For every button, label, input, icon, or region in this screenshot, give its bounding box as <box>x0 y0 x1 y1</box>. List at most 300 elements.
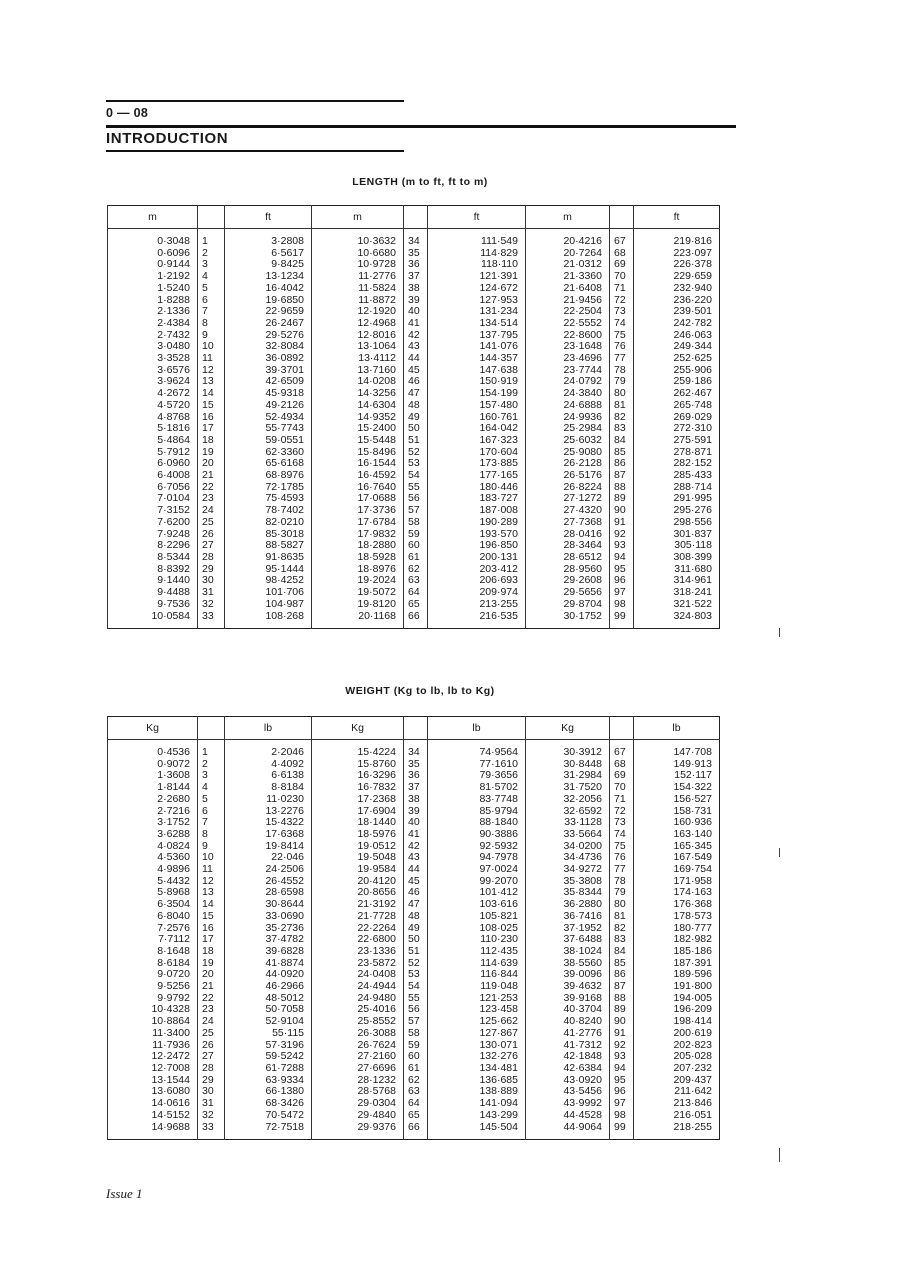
weight-value-cell: 182·982 <box>634 934 720 946</box>
length-number-cell: 72 <box>610 295 634 307</box>
length-value-cell: 22·9659 <box>225 306 312 318</box>
weight-number-cell: 28 <box>198 1063 225 1075</box>
length-value-cell: 13·1064 <box>312 341 404 353</box>
weight-row <box>108 794 720 806</box>
length-value-cell: 305·118 <box>634 540 720 552</box>
length-value-cell: 157·480 <box>428 400 526 412</box>
weight-value-cell: 88·1840 <box>428 817 526 829</box>
length-value-cell: 318·241 <box>634 587 720 599</box>
weight-value-cell: 176·368 <box>634 899 720 911</box>
length-number-cell: 24 <box>198 505 225 517</box>
weight-value-cell: 92·5932 <box>428 841 526 853</box>
weight-row <box>108 911 720 923</box>
length-number-cell: 60 <box>404 540 428 552</box>
length-number-cell: 44 <box>404 353 428 365</box>
weight-value-cell: 4·4092 <box>225 759 312 771</box>
length-value-cell: 91·8635 <box>225 552 312 564</box>
length-number-cell: 56 <box>404 493 428 505</box>
weight-value-cell: 42·1848 <box>526 1051 610 1063</box>
weight-value-cell: 15·8760 <box>312 759 404 771</box>
length-value-cell: 4·5720 <box>108 400 198 412</box>
weight-number-cell: 22 <box>198 993 225 1005</box>
length-value-cell: 321·522 <box>634 599 720 611</box>
length-value-cell: 1·5240 <box>108 283 198 295</box>
length-value-cell: 19·2024 <box>312 575 404 587</box>
length-value-cell: 16·1544 <box>312 458 404 470</box>
length-row <box>108 435 720 447</box>
length-number-cell: 46 <box>404 376 428 388</box>
length-header-cell: m <box>526 206 610 229</box>
weight-number-cell: 52 <box>404 958 428 970</box>
length-value-cell: 203·412 <box>428 564 526 576</box>
weight-value-cell: 114·639 <box>428 958 526 970</box>
length-number-cell: 42 <box>404 330 428 342</box>
length-value-cell: 3·2808 <box>225 229 312 248</box>
length-number-cell: 16 <box>198 412 225 424</box>
weight-value-cell: 9·9792 <box>108 993 198 1005</box>
length-number-cell: 94 <box>610 552 634 564</box>
length-value-cell: 278·871 <box>634 447 720 459</box>
weight-value-cell: 55·115 <box>225 1028 312 1040</box>
length-value-cell: 311·680 <box>634 564 720 576</box>
weight-number-cell: 44 <box>404 864 428 876</box>
weight-value-cell: 3·6288 <box>108 829 198 841</box>
length-value-cell: 10·6680 <box>312 248 404 260</box>
weight-number-cell: 87 <box>610 981 634 993</box>
length-header-cell: ft <box>225 206 312 229</box>
weight-number-cell: 61 <box>404 1063 428 1075</box>
length-value-cell: 24·9936 <box>526 412 610 424</box>
weight-value-cell: 108·025 <box>428 923 526 935</box>
length-header-row <box>108 206 720 229</box>
weight-value-cell: 154·322 <box>634 782 720 794</box>
weight-value-cell: 35·3808 <box>526 876 610 888</box>
weight-value-cell: 43·9992 <box>526 1098 610 1110</box>
length-value-cell: 30·1752 <box>526 611 610 629</box>
length-value-cell: 12·1920 <box>312 306 404 318</box>
length-value-cell: 88·5827 <box>225 540 312 552</box>
length-value-cell: 0·9144 <box>108 259 198 271</box>
length-value-cell: 14·3256 <box>312 388 404 400</box>
weight-value-cell: 30·3912 <box>526 740 610 759</box>
length-value-cell: 259·186 <box>634 376 720 388</box>
length-number-cell: 19 <box>198 447 225 459</box>
length-number-cell: 30 <box>198 575 225 587</box>
length-value-cell: 22·2504 <box>526 306 610 318</box>
weight-value-cell: 40·8240 <box>526 1016 610 1028</box>
weight-value-cell: 35·2736 <box>225 923 312 935</box>
length-value-cell: 72·1785 <box>225 482 312 494</box>
weight-value-cell: 41·8874 <box>225 958 312 970</box>
weight-value-cell: 25·8552 <box>312 1016 404 1028</box>
weight-value-cell: 13·2276 <box>225 806 312 818</box>
weight-value-cell: 33·1128 <box>526 817 610 829</box>
weight-value-cell: 28·6598 <box>225 887 312 899</box>
length-row <box>108 517 720 529</box>
length-value-cell: 121·391 <box>428 271 526 283</box>
weight-value-cell: 189·596 <box>634 969 720 981</box>
length-value-cell: 6·4008 <box>108 470 198 482</box>
length-value-cell: 3·6576 <box>108 365 198 377</box>
length-value-cell: 137·795 <box>428 330 526 342</box>
length-number-cell: 93 <box>610 540 634 552</box>
length-value-cell: 282·152 <box>634 458 720 470</box>
weight-row <box>108 981 720 993</box>
weight-number-cell: 88 <box>610 993 634 1005</box>
length-value-cell: 14·9352 <box>312 412 404 424</box>
weight-value-cell: 29·4840 <box>312 1110 404 1122</box>
weight-value-cell: 19·9584 <box>312 864 404 876</box>
weight-number-cell: 86 <box>610 969 634 981</box>
weight-value-cell: 149·913 <box>634 759 720 771</box>
length-value-cell: 0·6096 <box>108 248 198 260</box>
length-number-cell: 98 <box>610 599 634 611</box>
length-value-cell: 59·0551 <box>225 435 312 447</box>
length-value-cell: 7·3152 <box>108 505 198 517</box>
weight-header-cell <box>610 717 634 740</box>
length-value-cell: 134·514 <box>428 318 526 330</box>
weight-value-cell: 12·7008 <box>108 1063 198 1075</box>
length-value-cell: 21·3360 <box>526 271 610 283</box>
length-number-cell: 62 <box>404 564 428 576</box>
weight-number-cell: 54 <box>404 981 428 993</box>
length-number-cell: 63 <box>404 575 428 587</box>
weight-value-cell: 19·8414 <box>225 841 312 853</box>
length-number-cell: 43 <box>404 341 428 353</box>
weight-number-cell: 89 <box>610 1004 634 1016</box>
weight-value-cell: 28·5768 <box>312 1086 404 1098</box>
length-number-cell: 88 <box>610 482 634 494</box>
length-header-cell: ft <box>634 206 720 229</box>
weight-header-cell <box>198 717 225 740</box>
length-value-cell: 75·4593 <box>225 493 312 505</box>
length-value-cell: 301·837 <box>634 529 720 541</box>
weight-value-cell: 163·140 <box>634 829 720 841</box>
weight-number-cell: 42 <box>404 841 428 853</box>
weight-number-cell: 26 <box>198 1040 225 1052</box>
weight-value-cell: 38·5560 <box>526 958 610 970</box>
issue-label: Issue 1 <box>106 1186 143 1201</box>
weight-value-cell: 34·0200 <box>526 841 610 853</box>
weight-value-cell: 11·3400 <box>108 1028 198 1040</box>
length-value-cell: 5·7912 <box>108 447 198 459</box>
weight-value-cell: 198·414 <box>634 1016 720 1028</box>
length-value-cell: 28·0416 <box>526 529 610 541</box>
weight-number-cell: 53 <box>404 969 428 981</box>
length-header-cell: m <box>312 206 404 229</box>
length-value-cell: 10·9728 <box>312 259 404 271</box>
weight-value-cell: 15·4224 <box>312 740 404 759</box>
length-value-cell: 11·5824 <box>312 283 404 295</box>
weight-value-cell: 74·9564 <box>428 740 526 759</box>
length-header-cell <box>610 206 634 229</box>
length-number-cell: 1 <box>198 229 225 248</box>
weight-value-cell: 28·1232 <box>312 1075 404 1087</box>
length-value-cell: 275·591 <box>634 435 720 447</box>
length-value-cell: 85·3018 <box>225 529 312 541</box>
length-value-cell: 82·0210 <box>225 517 312 529</box>
length-value-cell: 17·9832 <box>312 529 404 541</box>
weight-value-cell: 152·117 <box>634 770 720 782</box>
weight-value-cell: 10·4328 <box>108 1004 198 1016</box>
weight-number-cell: 71 <box>610 794 634 806</box>
weight-value-cell: 97·0024 <box>428 864 526 876</box>
weight-value-cell: 6·8040 <box>108 911 198 923</box>
length-number-cell: 37 <box>404 271 428 283</box>
weight-value-cell: 16·7832 <box>312 782 404 794</box>
length-number-cell: 69 <box>610 259 634 271</box>
weight-number-cell: 29 <box>198 1075 225 1087</box>
weight-value-cell: 2·7216 <box>108 806 198 818</box>
weight-value-cell: 30·8644 <box>225 899 312 911</box>
length-value-cell: 2·7432 <box>108 330 198 342</box>
length-number-cell: 23 <box>198 493 225 505</box>
length-header-cell <box>198 206 225 229</box>
weight-value-cell: 158·731 <box>634 806 720 818</box>
weight-value-cell: 18·5976 <box>312 829 404 841</box>
weight-row <box>108 864 720 876</box>
length-table <box>107 205 720 629</box>
weight-value-cell: 17·2368 <box>312 794 404 806</box>
weight-number-cell: 5 <box>198 794 225 806</box>
weight-number-cell: 51 <box>404 946 428 958</box>
length-value-cell: 285·433 <box>634 470 720 482</box>
length-value-cell: 147·638 <box>428 365 526 377</box>
length-value-cell: 18·8976 <box>312 564 404 576</box>
length-value-cell: 25·9080 <box>526 447 610 459</box>
length-value-cell: 26·2128 <box>526 458 610 470</box>
scan-mark <box>779 628 780 637</box>
weight-number-cell: 78 <box>610 876 634 888</box>
weight-value-cell: 134·481 <box>428 1063 526 1075</box>
weight-value-cell: 200·619 <box>634 1028 720 1040</box>
length-value-cell: 200·131 <box>428 552 526 564</box>
weight-number-cell: 23 <box>198 1004 225 1016</box>
length-row <box>108 229 720 248</box>
weight-number-cell: 46 <box>404 887 428 899</box>
length-value-cell: 27·1272 <box>526 493 610 505</box>
length-value-cell: 6·5617 <box>225 248 312 260</box>
length-number-cell: 78 <box>610 365 634 377</box>
weight-value-cell: 43·0920 <box>526 1075 610 1087</box>
weight-value-cell: 44·4528 <box>526 1110 610 1122</box>
weight-number-cell: 17 <box>198 934 225 946</box>
length-number-cell: 77 <box>610 353 634 365</box>
weight-number-cell: 10 <box>198 852 225 864</box>
length-value-cell: 10·0584 <box>108 611 198 629</box>
weight-value-cell: 59·5242 <box>225 1051 312 1063</box>
length-value-cell: 246·063 <box>634 330 720 342</box>
weight-value-cell: 141·094 <box>428 1098 526 1110</box>
length-value-cell: 68·8976 <box>225 470 312 482</box>
length-value-cell: 252·625 <box>634 353 720 365</box>
weight-number-cell: 62 <box>404 1075 428 1087</box>
length-value-cell: 42·6509 <box>225 376 312 388</box>
weight-number-cell: 94 <box>610 1063 634 1075</box>
length-header-cell: ft <box>428 206 526 229</box>
length-number-cell: 34 <box>404 229 428 248</box>
length-number-cell: 86 <box>610 458 634 470</box>
length-number-cell: 95 <box>610 564 634 576</box>
length-number-cell: 51 <box>404 435 428 447</box>
length-value-cell: 170·604 <box>428 447 526 459</box>
weight-value-cell: 26·3088 <box>312 1028 404 1040</box>
length-number-cell: 5 <box>198 283 225 295</box>
weight-value-cell: 23·1336 <box>312 946 404 958</box>
length-number-cell: 79 <box>610 376 634 388</box>
length-value-cell: 3·9624 <box>108 376 198 388</box>
weight-value-cell: 39·0096 <box>526 969 610 981</box>
length-number-cell: 36 <box>404 259 428 271</box>
weight-value-cell: 24·2506 <box>225 864 312 876</box>
length-row <box>108 611 720 629</box>
length-number-cell: 38 <box>404 283 428 295</box>
weight-row <box>108 1028 720 1040</box>
length-row <box>108 552 720 564</box>
length-number-cell: 29 <box>198 564 225 576</box>
weight-row <box>108 1063 720 1075</box>
length-value-cell: 124·672 <box>428 283 526 295</box>
weight-number-cell: 39 <box>404 806 428 818</box>
weight-number-cell: 1 <box>198 740 225 759</box>
weight-value-cell: 171·958 <box>634 876 720 888</box>
weight-value-cell: 205·028 <box>634 1051 720 1063</box>
length-number-cell: 58 <box>404 517 428 529</box>
length-value-cell: 14·6304 <box>312 400 404 412</box>
length-value-cell: 108·268 <box>225 611 312 629</box>
weight-value-cell: 66·1380 <box>225 1086 312 1098</box>
length-value-cell: 3·3528 <box>108 353 198 365</box>
weight-value-cell: 4·9896 <box>108 864 198 876</box>
weight-value-cell: 191·800 <box>634 981 720 993</box>
weight-value-cell: 27·2160 <box>312 1051 404 1063</box>
weight-number-cell: 74 <box>610 829 634 841</box>
weight-number-cell: 56 <box>404 1004 428 1016</box>
length-value-cell: 65·6168 <box>225 458 312 470</box>
weight-value-cell: 33·0690 <box>225 911 312 923</box>
weight-value-cell: 39·4632 <box>526 981 610 993</box>
length-value-cell: 22·5552 <box>526 318 610 330</box>
weight-value-cell: 5·8968 <box>108 887 198 899</box>
length-number-cell: 90 <box>610 505 634 517</box>
weight-number-cell: 4 <box>198 782 225 794</box>
length-number-cell: 54 <box>404 470 428 482</box>
length-value-cell: 24·0792 <box>526 376 610 388</box>
weight-value-cell: 130·071 <box>428 1040 526 1052</box>
weight-number-cell: 45 <box>404 876 428 888</box>
length-value-cell: 11·2776 <box>312 271 404 283</box>
length-value-cell: 25·2984 <box>526 423 610 435</box>
length-value-cell: 236·220 <box>634 295 720 307</box>
weight-number-cell: 68 <box>610 759 634 771</box>
weight-number-cell: 82 <box>610 923 634 935</box>
length-value-cell: 249·344 <box>634 341 720 353</box>
weight-value-cell: 79·3656 <box>428 770 526 782</box>
length-value-cell: 12·4968 <box>312 318 404 330</box>
weight-value-cell: 8·8184 <box>225 782 312 794</box>
weight-value-cell: 29·0304 <box>312 1098 404 1110</box>
weight-value-cell: 8·6184 <box>108 958 198 970</box>
weight-value-cell: 34·9272 <box>526 864 610 876</box>
length-value-cell: 104·987 <box>225 599 312 611</box>
weight-value-cell: 5·4432 <box>108 876 198 888</box>
weight-number-cell: 57 <box>404 1016 428 1028</box>
weight-value-cell: 19·5048 <box>312 852 404 864</box>
scan-mark <box>779 848 780 857</box>
length-number-cell: 7 <box>198 306 225 318</box>
length-number-cell: 87 <box>610 470 634 482</box>
weight-value-cell: 196·209 <box>634 1004 720 1016</box>
weight-number-cell: 30 <box>198 1086 225 1098</box>
weight-value-cell: 145·504 <box>428 1122 526 1140</box>
weight-value-cell: 0·4536 <box>108 740 198 759</box>
weight-value-cell: 202·823 <box>634 1040 720 1052</box>
length-number-cell: 85 <box>610 447 634 459</box>
length-value-cell: 141·076 <box>428 341 526 353</box>
weight-value-cell: 132·276 <box>428 1051 526 1063</box>
weight-value-cell: 40·3704 <box>526 1004 610 1016</box>
weight-value-cell: 27·6696 <box>312 1063 404 1075</box>
weight-value-cell: 194·005 <box>634 993 720 1005</box>
length-number-cell: 32 <box>198 599 225 611</box>
length-value-cell: 55·7743 <box>225 423 312 435</box>
weight-value-cell: 123·458 <box>428 1004 526 1016</box>
weight-value-cell: 119·048 <box>428 981 526 993</box>
weight-number-cell: 92 <box>610 1040 634 1052</box>
weight-number-cell: 81 <box>610 911 634 923</box>
weight-number-cell: 58 <box>404 1028 428 1040</box>
weight-value-cell: 138·889 <box>428 1086 526 1098</box>
weight-value-cell: 83·7748 <box>428 794 526 806</box>
header-rule-bottom <box>106 150 404 152</box>
length-value-cell: 111·549 <box>428 229 526 248</box>
length-value-cell: 298·556 <box>634 517 720 529</box>
length-value-cell: 190·289 <box>428 517 526 529</box>
weight-table-title: WEIGHT (Kg to lb, lb to Kg) <box>345 685 495 697</box>
length-value-cell: 19·5072 <box>312 587 404 599</box>
length-value-cell: 173·885 <box>428 458 526 470</box>
length-value-cell: 25·6032 <box>526 435 610 447</box>
length-number-cell: 71 <box>610 283 634 295</box>
weight-value-cell: 169·754 <box>634 864 720 876</box>
weight-value-cell: 57·3196 <box>225 1040 312 1052</box>
weight-number-cell: 7 <box>198 817 225 829</box>
weight-number-cell: 37 <box>404 782 428 794</box>
weight-number-cell: 38 <box>404 794 428 806</box>
length-value-cell: 17·6784 <box>312 517 404 529</box>
length-number-cell: 61 <box>404 552 428 564</box>
weight-number-cell: 36 <box>404 770 428 782</box>
weight-number-cell: 93 <box>610 1051 634 1063</box>
length-value-cell: 18·2880 <box>312 540 404 552</box>
length-header-cell: m <box>108 206 198 229</box>
length-value-cell: 13·4112 <box>312 353 404 365</box>
length-number-cell: 2 <box>198 248 225 260</box>
length-number-cell: 35 <box>404 248 428 260</box>
length-value-cell: 183·727 <box>428 493 526 505</box>
weight-value-cell: 165·345 <box>634 841 720 853</box>
length-value-cell: 95·1444 <box>225 564 312 576</box>
length-number-cell: 8 <box>198 318 225 330</box>
weight-number-cell: 85 <box>610 958 634 970</box>
weight-table <box>107 716 720 1140</box>
weight-number-cell: 27 <box>198 1051 225 1063</box>
length-value-cell: 98·4252 <box>225 575 312 587</box>
weight-value-cell: 8·1648 <box>108 946 198 958</box>
weight-number-cell: 11 <box>198 864 225 876</box>
length-value-cell: 154·199 <box>428 388 526 400</box>
weight-value-cell: 4·0824 <box>108 841 198 853</box>
